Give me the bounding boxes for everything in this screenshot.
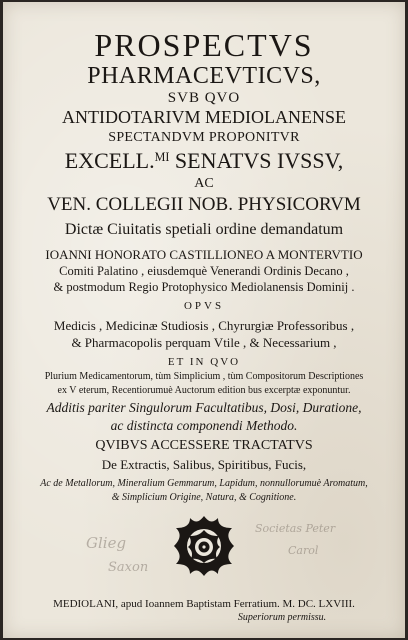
title-line-10: IOANNI HONORATO CASTILLIONEO A MONTERVTIO: [45, 247, 363, 262]
title-line-17: Plurium Medicamentorum, tùm Simplicium , tùm Compositorum Descriptiones: [44, 371, 364, 382]
title-line-15: & Pharmacopolis perquam Vtile , & Necessarium ,: [71, 335, 337, 350]
title-line-23: Ac de Metallorum, Mineralium Gemmarum, Lapidum, nonnullorumuè Aromatum,: [40, 478, 368, 489]
title-line-21: QVIBVS ACCESSERE TRACTATVS: [95, 438, 313, 453]
title-line-1: PROSPECTVS: [94, 27, 314, 63]
handwritten-note-right-bottom: Carol: [288, 544, 319, 557]
title-line-14: Medicis , Medicinæ Studiosis , Chyrurgiæ Professoribus ,: [53, 318, 355, 333]
title-line-24: & Simplicium Origine, Natura, & Cognitione.: [111, 492, 297, 503]
title-line-7: AC: [194, 176, 214, 191]
title-line-5: SPECTANDVM PROPONITVR: [108, 130, 300, 145]
title-line-19: Additis pariter Singulorum Facultatibus, Dosi, Duratione,: [46, 400, 362, 415]
senatus-text: SENATVS IVSSV,: [169, 148, 344, 173]
title-line-12: & postmodum Regio Protophysico Mediolanensis Dominij .: [53, 280, 355, 294]
title-line-4: ANTIDOTARIVM MEDIOLANENSE: [61, 107, 347, 127]
excell-superscript: MI: [154, 149, 170, 164]
title-line-9: Dictæ Ciuitatis spetiali ordine demandatum: [64, 221, 344, 238]
handwritten-note-left-bottom: Saxon: [108, 560, 149, 575]
handwritten-note-left-top: Glieg: [86, 534, 127, 552]
title-line-13: OPVS: [183, 300, 225, 312]
excell-text: EXCELL.: [64, 148, 155, 173]
title-line-16: ET IN QVO: [167, 356, 241, 368]
rose-ornament-icon: [172, 514, 236, 578]
title-line-20: ac distincta componendi Methodo.: [110, 418, 298, 433]
imprint: MEDIOLANI, apud Ioannem Baptistam Ferratium. M. DC. LXVIII.: [53, 598, 355, 610]
handwritten-note-right-top: Societas Peter: [255, 522, 336, 535]
title-line-22: De Extractis, Salibus, Spiritibus, Fucis,: [101, 457, 307, 472]
title-line-3: SVB QVO: [167, 90, 241, 106]
title-line-18: ex V eterum, Recentiorumuè Auctorum edition bus excerptæ exponuntur.: [57, 385, 351, 396]
title-line-6: [0, 148, 408, 174]
title-line-11: Comiti Palatino , eiusdemquè Venerandi Ordinis Decano ,: [59, 264, 349, 278]
title-line-8: VEN. COLLEGII NOB. PHYSICORVM: [47, 194, 361, 215]
title-line-2: PHARMACEVTICVS,: [87, 63, 321, 89]
permission-line: Superiorum permissu.: [237, 612, 327, 623]
